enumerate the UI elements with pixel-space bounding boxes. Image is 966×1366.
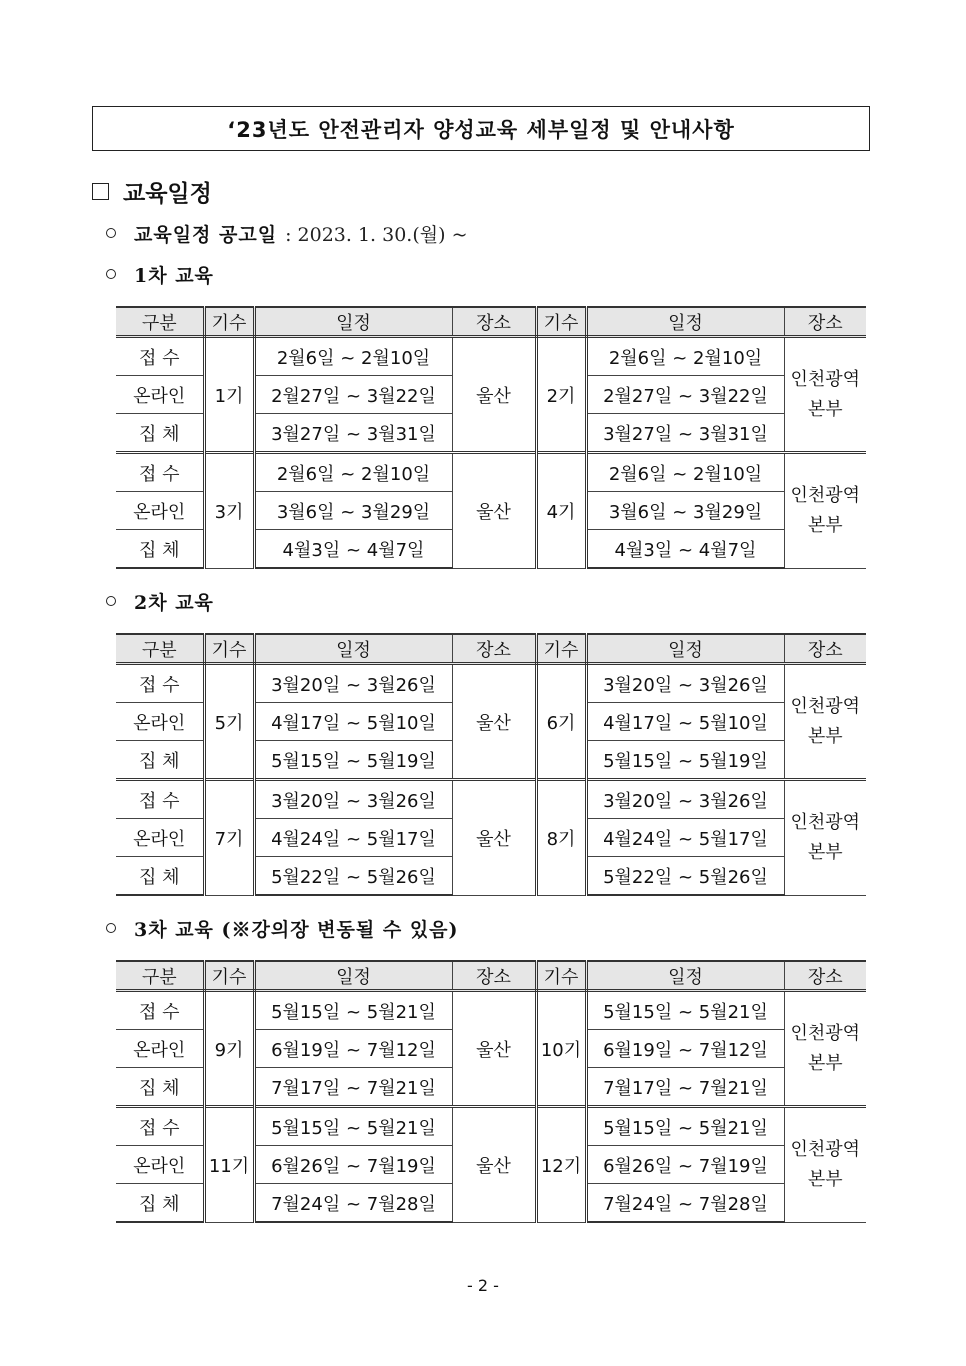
row-type-label: 온라인 — [116, 492, 204, 530]
place-cell: 울산 — [452, 453, 536, 569]
table-row — [116, 1107, 866, 1146]
place-cell: 울산 — [452, 337, 536, 453]
place-cell: 울산 — [452, 991, 536, 1107]
place-cell: 인천광역 본부 — [784, 1107, 866, 1223]
term-cell: 9기 — [204, 991, 254, 1107]
row-type-label: 집 체 — [116, 741, 204, 780]
column-header: 기수 — [204, 307, 254, 337]
row-type-label: 접 수 — [116, 1107, 204, 1146]
term-cell: 8기 — [536, 780, 586, 896]
date-range-cell: 5월15일 ~ 5월21일 — [586, 1107, 784, 1146]
circle-bullet-icon — [106, 923, 116, 933]
date-range-cell: 7월24일 ~ 7월28일 — [254, 1184, 452, 1223]
table-row — [116, 337, 866, 376]
column-header: 일정 — [586, 307, 784, 337]
date-range-cell: 4월24일 ~ 5월17일 — [254, 819, 452, 857]
row-type-label: 집 체 — [116, 857, 204, 896]
row-type-label: 집 체 — [116, 1184, 204, 1223]
column-header: 일정 — [254, 307, 452, 337]
table-header-row — [116, 634, 866, 664]
row-type-label: 온라인 — [116, 703, 204, 741]
row-type-label: 접 수 — [116, 780, 204, 819]
term-cell: 12기 — [536, 1107, 586, 1223]
announce-value: : 2023. 1. 30.(월) ~ — [285, 223, 468, 246]
column-header: 장소 — [784, 634, 866, 664]
date-range-cell: 2월6일 ~ 2월10일 — [586, 337, 784, 376]
date-range-cell: 7월24일 ~ 7월28일 — [586, 1184, 784, 1223]
date-range-cell: 3월27일 ~ 3월31일 — [586, 414, 784, 453]
row-type-label: 온라인 — [116, 376, 204, 414]
table-row — [116, 991, 866, 1030]
term-cell: 6기 — [536, 664, 586, 780]
date-range-cell: 5월22일 ~ 5월26일 — [254, 857, 452, 896]
row-type-label: 온라인 — [116, 819, 204, 857]
date-range-cell: 7월17일 ~ 7월21일 — [254, 1068, 452, 1107]
date-range-cell: 4월17일 ~ 5월10일 — [586, 703, 784, 741]
date-range-cell: 4월17일 ~ 5월10일 — [254, 703, 452, 741]
column-header: 기수 — [536, 961, 586, 991]
column-header: 구분 — [116, 961, 204, 991]
place-cell: 인천광역 본부 — [784, 453, 866, 569]
date-range-cell: 2월6일 ~ 2월10일 — [254, 453, 452, 492]
date-range-cell: 5월15일 ~ 5월19일 — [254, 741, 452, 780]
column-header: 일정 — [586, 961, 784, 991]
date-range-cell: 5월15일 ~ 5월21일 — [586, 991, 784, 1030]
row-type-label: 집 체 — [116, 1068, 204, 1107]
date-range-cell: 2월6일 ~ 2월10일 — [254, 337, 452, 376]
term-cell: 1기 — [204, 337, 254, 453]
table-row — [116, 780, 866, 819]
round-label: 3차 교육 (※강의장 변동될 수 있음) — [134, 918, 459, 941]
schedule-table-round-1 — [116, 306, 866, 569]
place-cell: 인천광역 본부 — [784, 780, 866, 896]
row-type-label: 집 체 — [116, 414, 204, 453]
column-header: 구분 — [116, 634, 204, 664]
column-header: 일정 — [586, 634, 784, 664]
section-heading-label: 교육일정 — [123, 180, 212, 207]
row-type-label: 접 수 — [116, 337, 204, 376]
column-header: 장소 — [784, 307, 866, 337]
document-title: ‘23년도 안전관리자 양성교육 세부일정 및 안내사항 — [92, 106, 870, 151]
term-cell: 2기 — [536, 337, 586, 453]
section-heading — [92, 175, 212, 207]
place-cell: 울산 — [452, 1107, 536, 1223]
date-range-cell: 3월20일 ~ 3월26일 — [254, 664, 452, 703]
date-range-cell: 4월3일 ~ 4월7일 — [254, 530, 452, 569]
column-header: 구분 — [116, 307, 204, 337]
date-range-cell: 2월27일 ~ 3월22일 — [254, 376, 452, 414]
table-header-row — [116, 961, 866, 991]
term-cell: 4기 — [536, 453, 586, 569]
place-cell: 인천광역 본부 — [784, 991, 866, 1107]
row-type-label: 온라인 — [116, 1146, 204, 1184]
table-row — [116, 664, 866, 703]
circle-bullet-icon — [106, 269, 116, 279]
date-range-cell: 6월26일 ~ 7월19일 — [586, 1146, 784, 1184]
date-range-cell: 5월15일 ~ 5월21일 — [254, 991, 452, 1030]
column-header: 일정 — [254, 634, 452, 664]
column-header: 기수 — [536, 307, 586, 337]
announce-line — [106, 219, 468, 247]
date-range-cell: 5월15일 ~ 5월19일 — [586, 741, 784, 780]
round-label: 1차 교육 — [134, 264, 214, 287]
round-label: 2차 교육 — [134, 591, 214, 614]
date-range-cell: 6월26일 ~ 7월19일 — [254, 1146, 452, 1184]
date-range-cell: 2월27일 ~ 3월22일 — [586, 376, 784, 414]
date-range-cell: 3월20일 ~ 3월26일 — [586, 664, 784, 703]
column-header: 장소 — [784, 961, 866, 991]
term-cell: 5기 — [204, 664, 254, 780]
date-range-cell: 6월19일 ~ 7월12일 — [254, 1030, 452, 1068]
circle-bullet-icon — [106, 228, 116, 238]
round-heading — [106, 914, 459, 942]
column-header: 기수 — [204, 961, 254, 991]
column-header: 장소 — [452, 634, 536, 664]
row-type-label: 집 체 — [116, 530, 204, 569]
table-row — [116, 453, 866, 492]
column-header: 장소 — [452, 961, 536, 991]
date-range-cell: 4월3일 ~ 4월7일 — [586, 530, 784, 569]
date-range-cell: 3월6일 ~ 3월29일 — [254, 492, 452, 530]
date-range-cell: 3월20일 ~ 3월26일 — [586, 780, 784, 819]
round-heading — [106, 587, 214, 615]
row-type-label: 접 수 — [116, 453, 204, 492]
page-number: - 2 - — [467, 1276, 499, 1295]
date-range-cell: 4월24일 ~ 5월17일 — [586, 819, 784, 857]
term-cell: 7기 — [204, 780, 254, 896]
date-range-cell: 3월27일 ~ 3월31일 — [254, 414, 452, 453]
date-range-cell: 7월17일 ~ 7월21일 — [586, 1068, 784, 1107]
place-cell: 울산 — [452, 780, 536, 896]
date-range-cell: 6월19일 ~ 7월12일 — [586, 1030, 784, 1068]
column-header: 기수 — [536, 634, 586, 664]
circle-bullet-icon — [106, 596, 116, 606]
date-range-cell: 5월15일 ~ 5월21일 — [254, 1107, 452, 1146]
term-cell: 3기 — [204, 453, 254, 569]
term-cell: 11기 — [204, 1107, 254, 1223]
place-cell: 인천광역 본부 — [784, 664, 866, 780]
date-range-cell: 3월6일 ~ 3월29일 — [586, 492, 784, 530]
place-cell: 울산 — [452, 664, 536, 780]
schedule-table-round-2 — [116, 633, 866, 896]
row-type-label: 접 수 — [116, 991, 204, 1030]
square-bullet-icon — [92, 183, 109, 200]
table-header-row — [116, 307, 866, 337]
column-header: 장소 — [452, 307, 536, 337]
date-range-cell: 5월22일 ~ 5월26일 — [586, 857, 784, 896]
place-cell: 인천광역 본부 — [784, 337, 866, 453]
column-header: 일정 — [254, 961, 452, 991]
row-type-label: 온라인 — [116, 1030, 204, 1068]
date-range-cell: 3월20일 ~ 3월26일 — [254, 780, 452, 819]
announce-label: 교육일정 공고일 — [134, 223, 278, 246]
row-type-label: 접 수 — [116, 664, 204, 703]
schedule-table-round-3 — [116, 960, 866, 1223]
term-cell: 10기 — [536, 991, 586, 1107]
date-range-cell: 2월6일 ~ 2월10일 — [586, 453, 784, 492]
round-heading — [106, 260, 214, 288]
column-header: 기수 — [204, 634, 254, 664]
